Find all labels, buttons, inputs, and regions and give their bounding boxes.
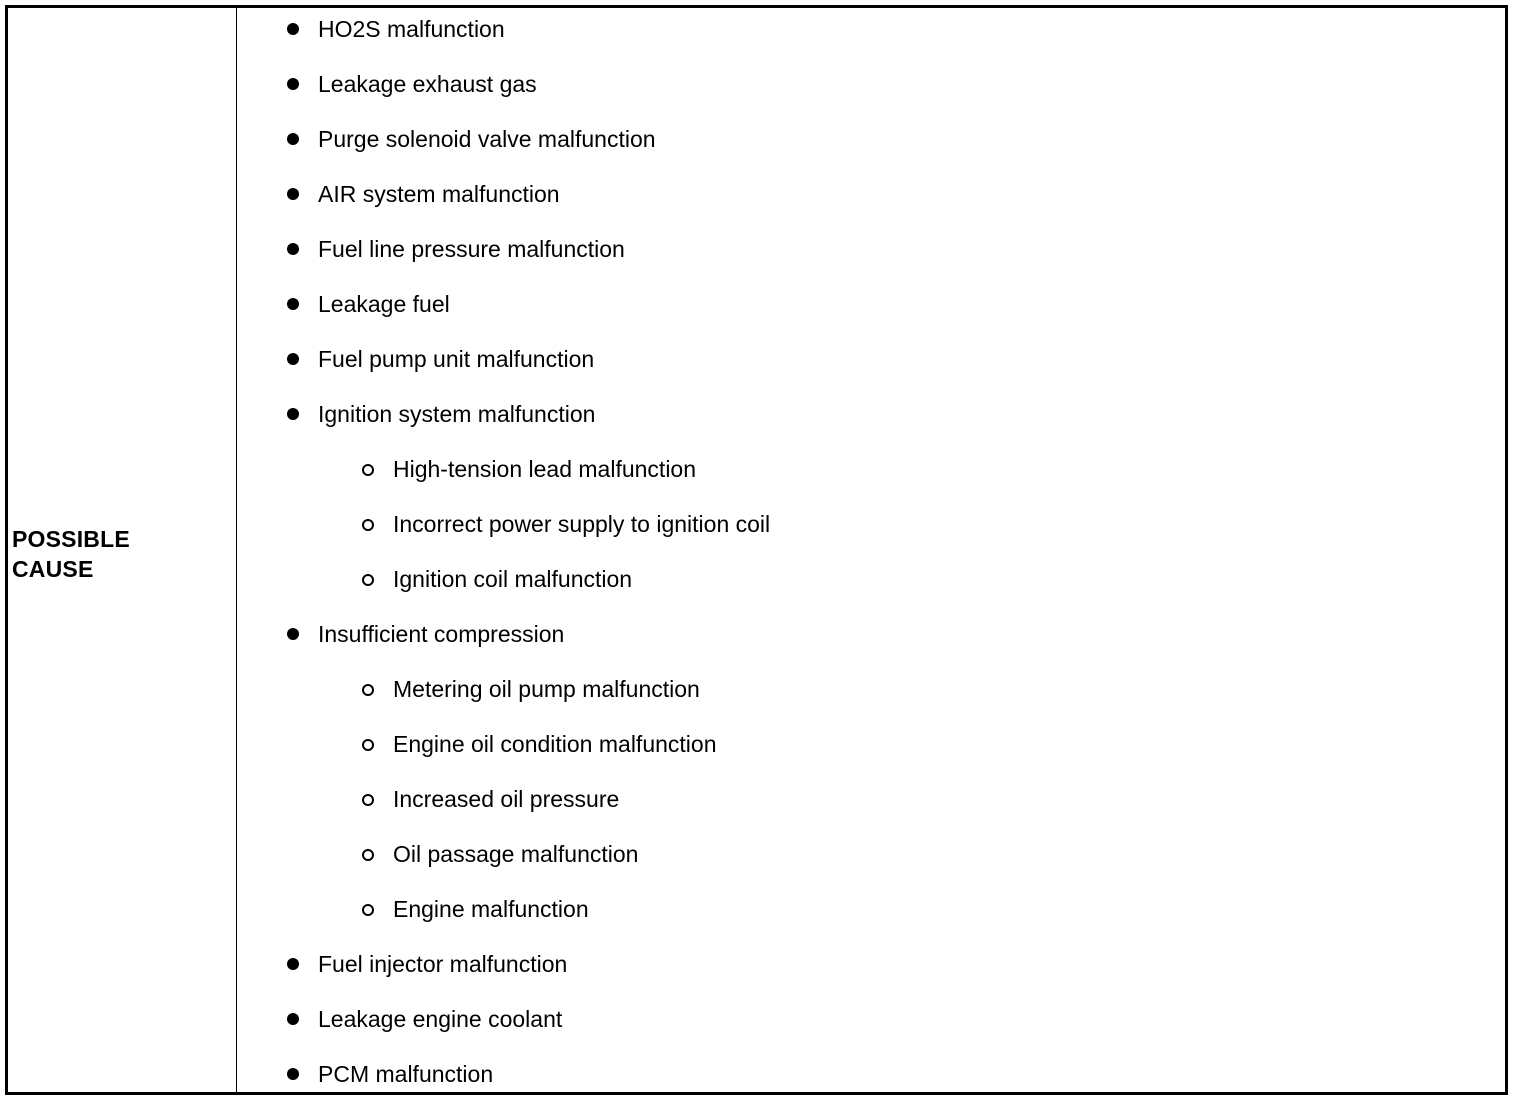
sub-cause-item: [237, 784, 770, 839]
hollow-circle-bullet-icon: [362, 904, 374, 916]
filled-circle-bullet-icon: [287, 408, 299, 420]
cause-text: Increased oil pressure: [393, 786, 620, 812]
filled-circle-bullet-icon: [287, 23, 299, 35]
cause-text: PCM malfunction: [318, 1061, 494, 1087]
cause-text: Purge solenoid valve malfunction: [318, 126, 656, 152]
cause-item: [237, 289, 770, 344]
sub-cause-item: [237, 894, 770, 949]
label-cell: [8, 8, 237, 1092]
filled-circle-bullet-icon: [287, 628, 299, 640]
sub-cause-item: [237, 729, 770, 784]
cause-item: [237, 179, 770, 234]
hollow-circle-bullet-icon: [362, 574, 374, 586]
filled-circle-bullet-icon: [287, 353, 299, 365]
cause-list: [237, 14, 770, 1114]
filled-circle-bullet-icon: [287, 78, 299, 90]
cause-text: Engine oil condition malfunction: [393, 731, 717, 757]
possible-cause-table: [5, 5, 1508, 1095]
filled-circle-bullet-icon: [287, 1013, 299, 1025]
cause-text: Oil passage malfunction: [393, 841, 639, 867]
filled-circle-bullet-icon: [287, 133, 299, 145]
filled-circle-bullet-icon: [287, 188, 299, 200]
row-label-line-2: CAUSE: [12, 556, 94, 582]
hollow-circle-bullet-icon: [362, 519, 374, 531]
hollow-circle-bullet-icon: [362, 849, 374, 861]
filled-circle-bullet-icon: [287, 243, 299, 255]
hollow-circle-bullet-icon: [362, 464, 374, 476]
cause-text: Leakage engine coolant: [318, 1006, 563, 1032]
cause-text: Ignition system malfunction: [318, 401, 596, 427]
cause-item: [237, 69, 770, 124]
cause-text: Metering oil pump malfunction: [393, 676, 700, 702]
cause-item: [237, 949, 770, 1004]
filled-circle-bullet-icon: [287, 298, 299, 310]
row-label: [12, 524, 130, 584]
cause-item: [237, 399, 770, 454]
cause-text: Fuel injector malfunction: [318, 951, 568, 977]
sub-cause-item: [237, 454, 770, 509]
cause-item: [237, 1004, 770, 1059]
cause-item: [237, 14, 770, 69]
cause-item: [237, 234, 770, 289]
cause-text: Leakage exhaust gas: [318, 71, 537, 97]
cause-text: High-tension lead malfunction: [393, 456, 697, 482]
cause-item: [237, 619, 770, 674]
cause-text: Fuel line pressure malfunction: [318, 236, 625, 262]
cause-text: Leakage fuel: [318, 291, 450, 317]
hollow-circle-bullet-icon: [362, 794, 374, 806]
cause-text: Ignition coil malfunction: [393, 566, 633, 592]
cause-item: [237, 1059, 770, 1114]
sub-cause-item: [237, 564, 770, 619]
row-label-line-1: POSSIBLE: [12, 526, 130, 552]
cause-item: [237, 344, 770, 399]
cause-text: Fuel pump unit malfunction: [318, 346, 595, 372]
cause-list-cell: [237, 8, 1505, 1092]
cause-item: [237, 124, 770, 179]
sub-cause-item: [237, 839, 770, 894]
cause-text: Engine malfunction: [393, 896, 589, 922]
filled-circle-bullet-icon: [287, 1068, 299, 1080]
hollow-circle-bullet-icon: [362, 684, 374, 696]
cause-text: Incorrect power supply to ignition coil: [393, 511, 771, 537]
cause-text: HO2S malfunction: [318, 16, 505, 42]
hollow-circle-bullet-icon: [362, 739, 374, 751]
sub-cause-item: [237, 674, 770, 729]
sub-cause-item: [237, 509, 770, 564]
cause-text: Insufficient compression: [318, 621, 565, 647]
filled-circle-bullet-icon: [287, 958, 299, 970]
cause-text: AIR system malfunction: [318, 181, 560, 207]
